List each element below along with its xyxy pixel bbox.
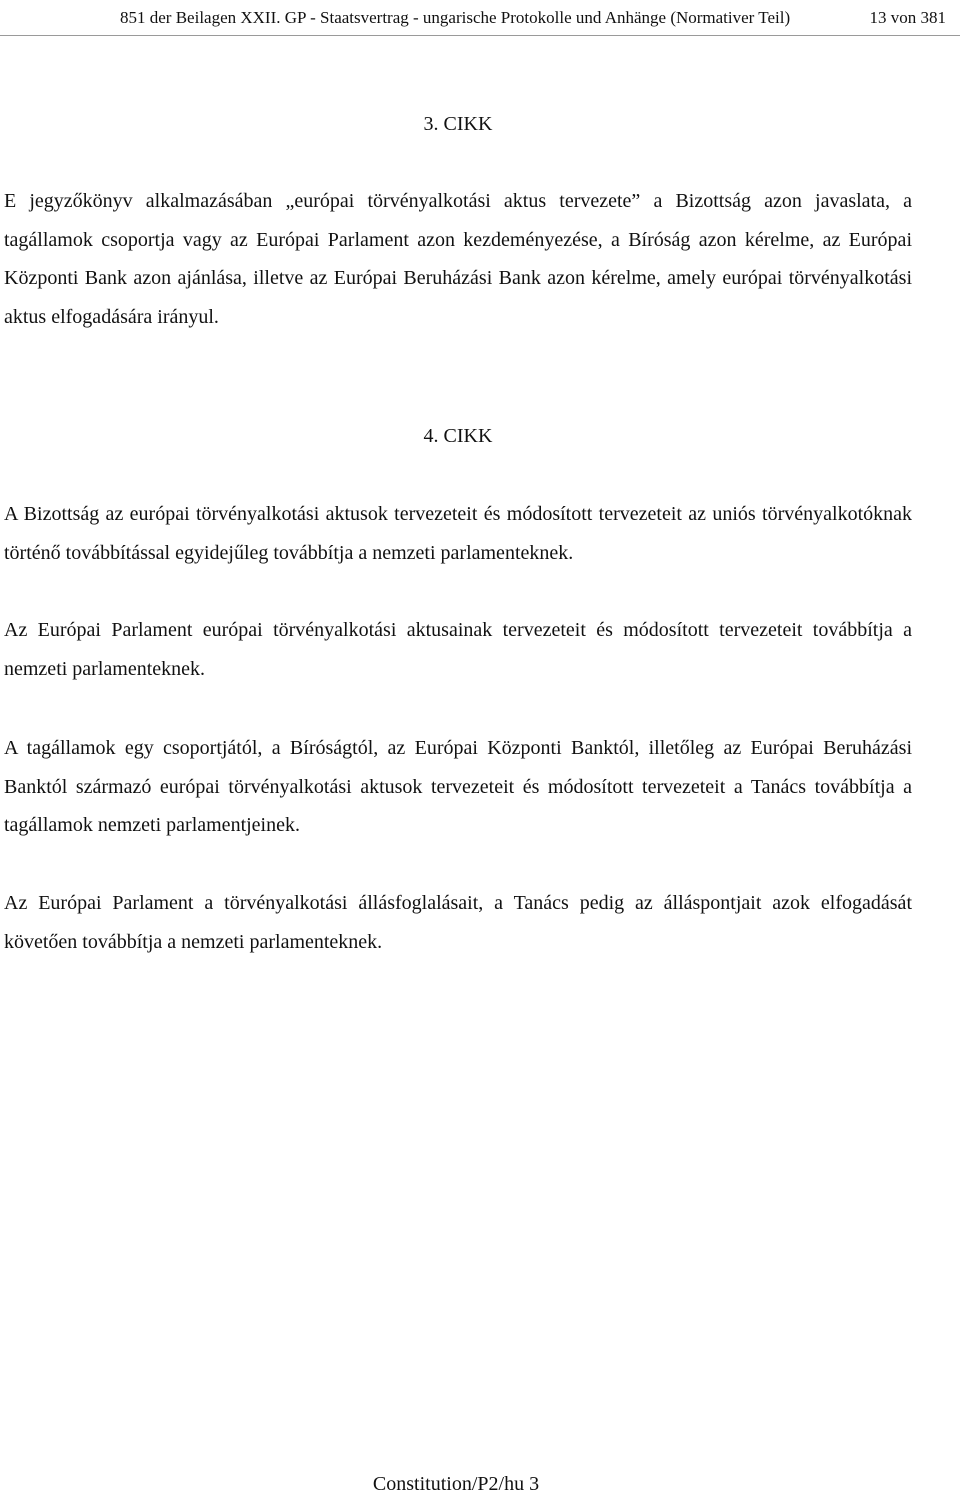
article-3-heading: 3. CIKK	[423, 113, 493, 135]
article-3-paragraph-1: E jegyzőkönyv alkalmazásában „európai törvényalkotási aktus tervezete” a Bizottság azon javaslata, a tagállamok csoportja vagy az Európai Parlament azon kezdeményezése, a Bíróság azon kérelme, az Európai Központi Bank azon ajánlása, illetve az Európai Beruházási Bank azon kérelme, amely európai törvényalkotási aktus elfogadására irányul.	[4, 190, 912, 329]
document-title: 851 der Beilagen XXII. GP - Staatsvertrag - ungarische Protokolle und Anhänge (Normativer Teil)	[120, 8, 791, 27]
article-4-paragraph-4: Az Európai Parlament a törvényalkotási állásfoglalásait, a Tanács pedig az álláspontjait azok elfogadását követően továbbítja a nemzeti parlamenteknek.	[4, 892, 912, 953]
page-footer: Constitution/P2/hu 3	[372, 1473, 540, 1495]
article-4-paragraph-2: Az Európai Parlament európai törvényalkotási aktusainak tervezeteit és módosított tervezeteit továbbítja a nemzeti parlamenteknek.	[4, 619, 912, 680]
article-4-paragraph-3: A tagállamok egy csoportjától, a Bíróságtól, az Európai Központi Banktól, illetőleg az Európai Beruházási Banktól származó európai törvényalkotási aktusok tervezeteit és módosított tervezeteit a Tanács továbbítja a tagállamok nemzeti parlamentjeinek.	[4, 737, 912, 837]
page-header	[0, 0, 960, 36]
article-4-heading: 4. CIKK	[423, 425, 493, 447]
article-4-paragraph-1: A Bizottság az európai törvényalkotási aktusok tervezeteit és módosított tervezeteit az uniós törvényalkotóknak történő továbbítással egyidejűleg továbbítja a nemzeti parlamenteknek.	[4, 503, 912, 564]
page-indicator: 13 von 381	[869, 8, 946, 27]
